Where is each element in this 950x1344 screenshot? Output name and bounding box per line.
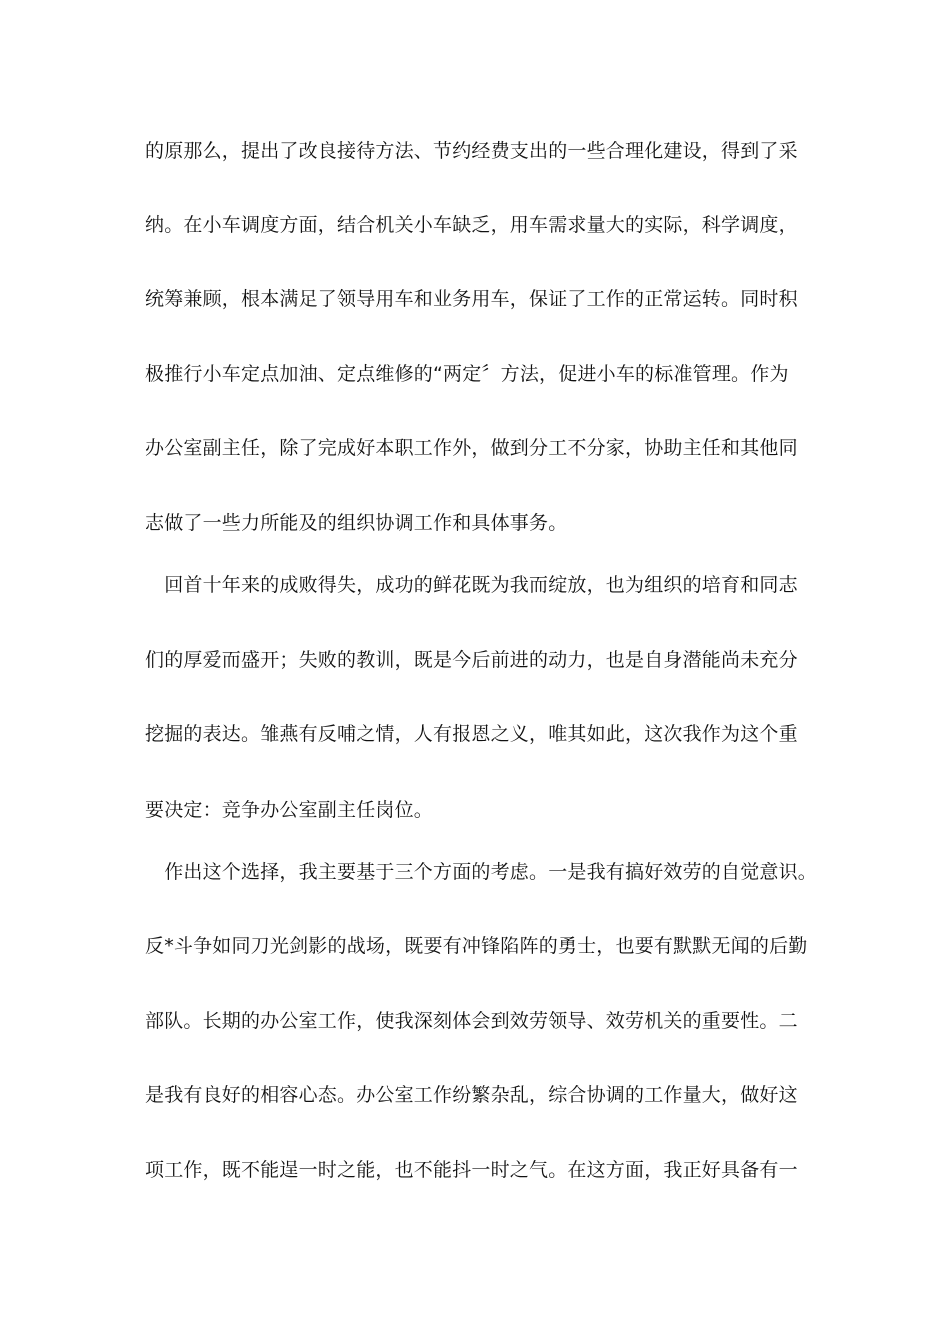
text-line: 反*斗争如同刀光剑影的战场，既要有冲锋陷阵的勇士，也要有默默无闻的后勤 [145, 935, 808, 957]
text-line: 作出这个选择，我主要基于三个方面的考虑。一是我有搞好效劳的自觉意识。 [145, 861, 818, 883]
text-line: 纳。在小车调度方面，结合机关小车缺乏，用车需求量大的实际，科学调度， [145, 214, 798, 236]
text-line: 项工作，既不能逞一时之能，也不能抖一时之气。在这方面，我正好具备有一 [145, 1159, 798, 1181]
text-line: 极推行小车定点加油、定点维修的“两定〞方法，促进小车的标准管理。作为 [145, 363, 789, 385]
text-line: 办公室副主任，除了完成好本职工作外，做到分工不分家，协助主任和其他同 [145, 437, 798, 459]
text-line: 部队。长期的办公室工作，使我深刻体会到效劳领导、效劳机关的重要性。二 [145, 1010, 798, 1032]
text-line: 们的厚爱而盛开；失败的教训，既是今后前进的动力，也是自身潜能尚未充分 [145, 649, 798, 671]
text-line: 统筹兼顾，根本满足了领导用车和业务用车，保证了工作的正常运转。同时积 [145, 288, 798, 310]
text-line: 的原那么，提出了改良接待方法、节约经费支出的一些合理化建设，得到了采 [145, 140, 798, 162]
text-line: 是我有良好的相容心态。办公室工作纷繁杂乱，综合协调的工作量大，做好这 [145, 1084, 798, 1106]
text-line: 志做了一些力所能及的组织协调工作和具体事务。 [145, 512, 568, 534]
text-line: 要决定：竞争办公室副主任岗位。 [145, 799, 434, 821]
text-line: 回首十年来的成败得失，成功的鲜花既为我而绽放，也为组织的培育和同志 [145, 574, 798, 596]
text-line: 挖掘的表达。雏燕有反哺之情，人有报恩之义，唯其如此，这次我作为这个重 [145, 723, 798, 745]
